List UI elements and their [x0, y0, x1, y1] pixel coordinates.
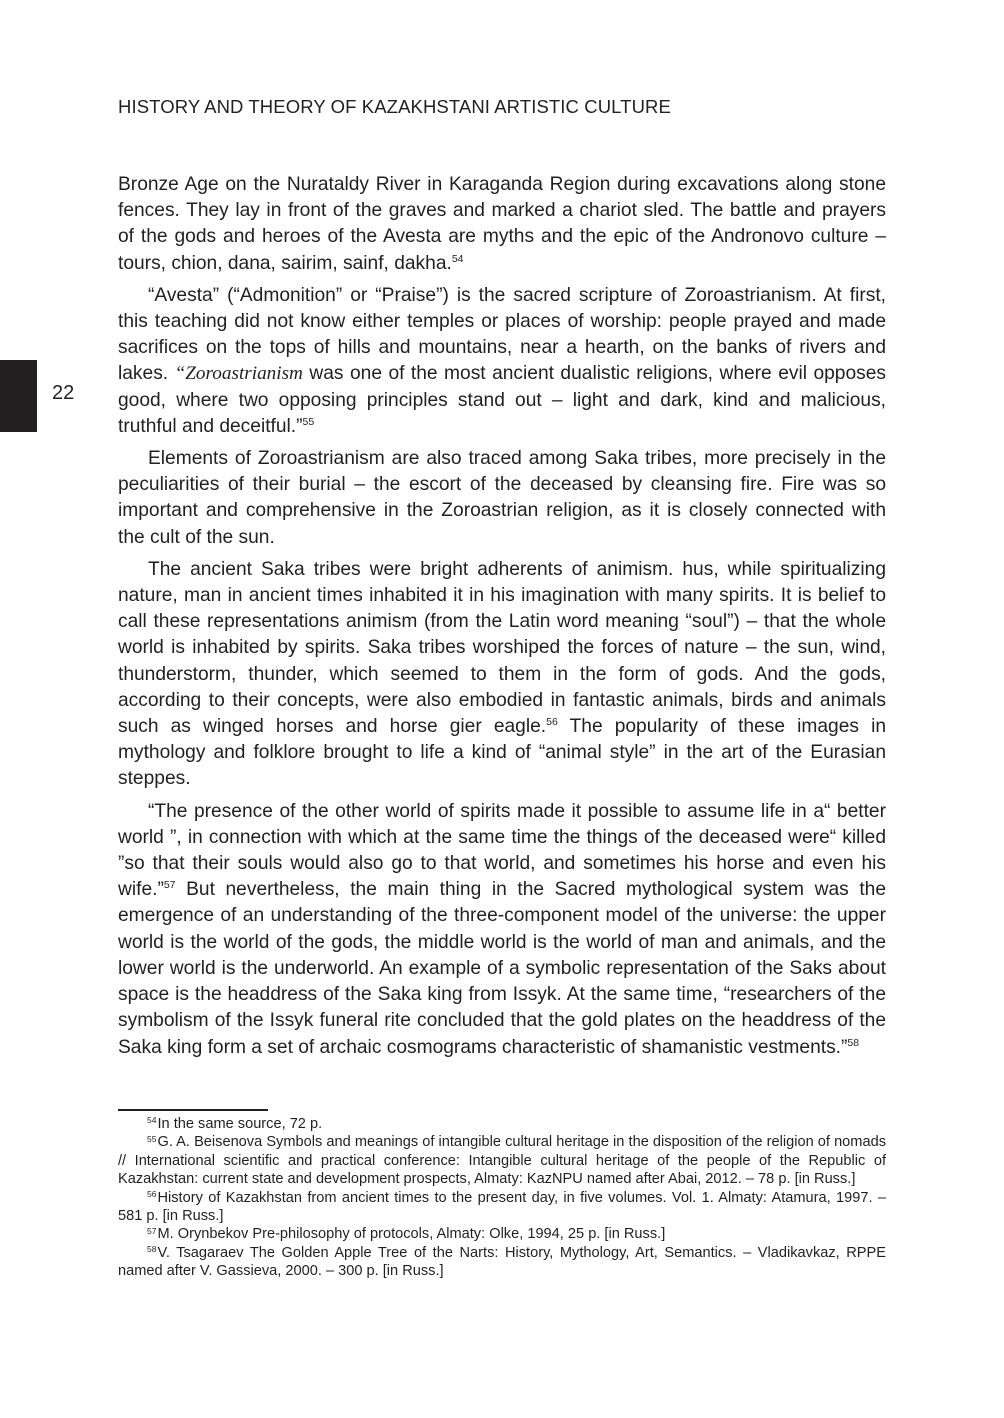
paragraph-3-text: Elements of Zoroastrianism are also traced among Saka tribes, more precisely in the peculiarities of their burial – the escort of the deceased by cleansing fire. Fire was so important and comprehensive in the Zoroastrian religion, as it is closely connected with the cult of the sun.	[118, 448, 886, 548]
paragraph-1	[118, 172, 886, 277]
footnote-number: 58	[147, 1244, 157, 1255]
paragraph-5-text-a: “The presence of the other world of spirits made it possible to assume life in a“ better world ”, in connection with which at the same time the things of the deceased were“ killed ”so that their souls would also go to that world, and sometimes his horse and even his wife.”	[118, 800, 886, 901]
footnote-text: G. A. Beisenova Symbols and meanings of intangible cultural heritage in the disposition of the religion of nomads // International scientific and practical conference: Intangible cultural heritage of the people of the Republic of Kazakhstan: current state and development prospects, Almaty: KazNPU named after Abai, 2012. – 78 p. [in Russ.]	[118, 1134, 886, 1188]
footnote-ref-57[interactable]: 57	[163, 879, 176, 892]
footnote-text: In the same source, 72 p.	[157, 1116, 323, 1132]
footnote-divider	[118, 1109, 268, 1111]
footnote-text: V. Tsagaraev The Golden Apple Tree of the Narts: History, Mythology, Art, Semantics. – Vladikavkaz, RPPE named after V. Gassieva, 2000. – 300 p. [in Russ.]	[118, 1244, 886, 1280]
paragraph-2-text-a: “Avesta” (“Admonition” or “Praise”) is the sacred scripture of Zoroastrianism. At first, this teaching did not know either temples or places of worship: people prayed and made sacrifices on the tops of hills and mountains, near a hearth, on the banks of rivers and lakes.	[118, 284, 886, 385]
footnote-55	[118, 1133, 886, 1188]
footnote-ref-54[interactable]: 54	[451, 252, 464, 265]
paragraph-5	[118, 799, 886, 1061]
paragraph-2	[118, 283, 886, 440]
footnote-ref-56[interactable]: 56	[546, 716, 558, 729]
paragraph-2-text-b: was one of the most ancient dualistic religions, where evil opposes good, where two opposing principles stand out – light and dark, kind and malicious, truthful and deceitful.”	[118, 363, 886, 437]
body-text	[118, 172, 886, 1067]
footnote-number: 57	[147, 1225, 157, 1236]
footnote-number: 56	[147, 1188, 157, 1199]
paragraph-4-text-b: The popularity of these images in mythology and folklore brought to life a kind of “animal style” in the art of the Eurasian steppes.	[118, 716, 887, 790]
footnote-56	[118, 1189, 886, 1226]
paragraph-1-text: Bronze Age on the Nurataldy River in Karaganda Region during excavations along stone fences. They lay in front of the graves and marked a chariot sled. The battle and prayers of the gods and heroes of the Avesta are myths and the epic of the Andronovo culture – tours, chion, dana, sairim, sainf, dakha.	[118, 174, 886, 274]
footnotes	[118, 1115, 886, 1281]
paragraph-4-text-a: The ancient Saka tribes were bright adherents of animism. hus, while spiritualizing nature, man in ancient times inhabited it in his imagination with many spirits. It is belief to call these representations animism (from the Latin word meaning “soul”) – that the whole world is inhabited by spirits. Saka tribes worshiped the forces of nature – the sun, wind, thunderstorm, thunder, which seemed to them in the form of gods. And the gods, according to their concepts, were also embodied in fantastic animals, birds and animals such as winged horses and horse gier eagle.	[118, 558, 886, 738]
paragraph-2-italic: “Zoroastrianism	[174, 363, 303, 385]
footnote-number: 55	[147, 1133, 157, 1144]
footnote-ref-55[interactable]: 55	[302, 416, 315, 429]
footnote-54	[118, 1115, 886, 1133]
footnote-text: History of Kazakhstan from ancient times to the present day, in five volumes. Vol. 1. Almaty: Atamura, 1997. – 581 p. [in Russ.]	[118, 1189, 886, 1225]
footnote-57	[118, 1225, 886, 1243]
footnote-ref-58[interactable]: 58	[847, 1036, 860, 1049]
page-number: 22	[52, 382, 75, 404]
running-header: HISTORY AND THEORY OF KAZAKHSTANI ARTISTIC CULTURE	[118, 96, 671, 117]
paragraph-5-text-b: But nevertheless, the main thing in the Sacred mythological system was the emergence of an understanding of the three-component model of the universe: the upper world is the world of the gods, the middle world is the world of man and animals, and the lower world is the underworld. An example of a symbolic representation of the Saks about space is the headdress of the Saka king from Issyk. At the same time, “researchers of the symbolism of the Issyk funeral rite concluded that the gold plates on the headdress of the Saka king form a set of archaic cosmograms characteristic of shamanistic vestments.”	[118, 879, 886, 1058]
footnote-text: M. Orynbekov Pre-philosophy of protocols, Almaty: Olke, 1994, 25 p. [in Russ.]	[157, 1226, 666, 1243]
page-edge-tab	[0, 360, 37, 432]
paragraph-4	[118, 557, 886, 793]
paragraph-3	[118, 446, 886, 551]
footnote-number: 54	[147, 1115, 157, 1126]
footnote-58	[118, 1244, 886, 1281]
